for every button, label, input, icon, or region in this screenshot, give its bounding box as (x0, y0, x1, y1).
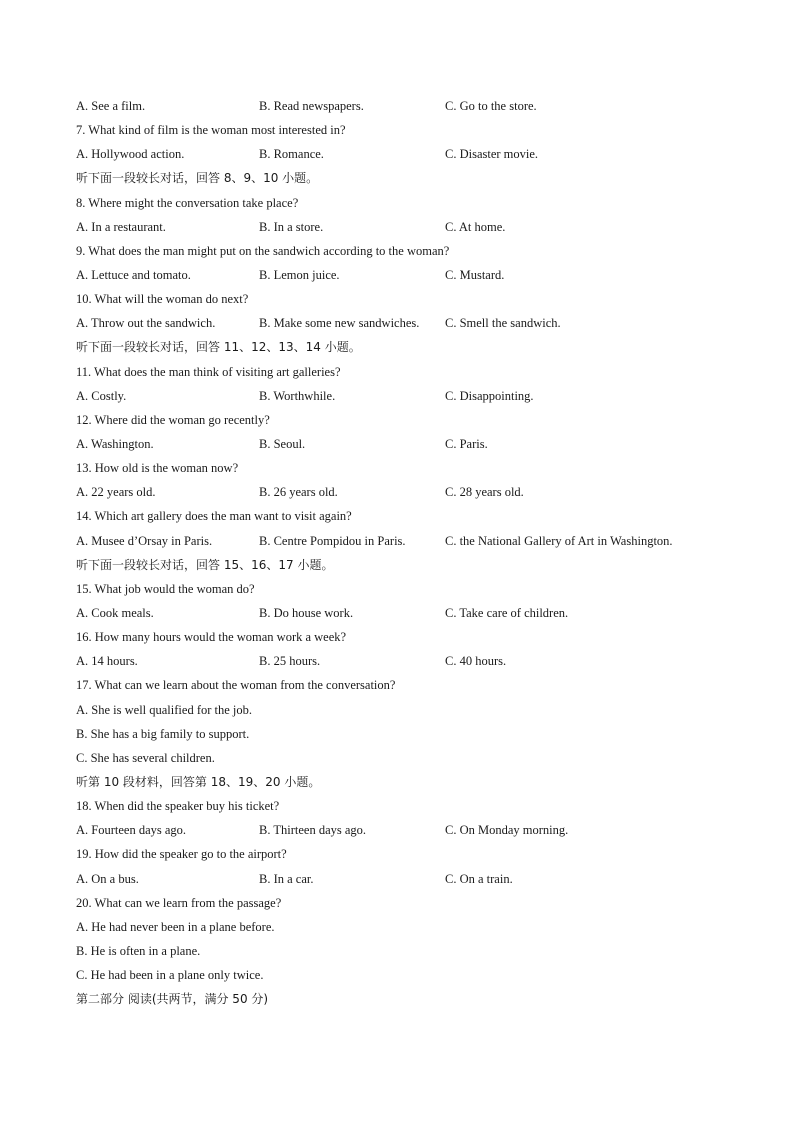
option-a: A. 14 hours. (76, 654, 138, 669)
question-line-text: 11. What does the man think of visiting art galleries? (76, 364, 341, 379)
option-c: C. Go to the store. (445, 99, 537, 113)
option-a: A. Hollywood action. (76, 147, 185, 162)
section-instruction-text: 第二部分 阅读(共两节，满分 50 分) (76, 992, 269, 1007)
option-b: B. Centre Pompidou in Paris. (259, 533, 406, 548)
question-text (76, 963, 756, 987)
question-line-text: C. She has several children. (76, 750, 215, 765)
question-text (76, 577, 756, 601)
exam-page-content (76, 94, 756, 1011)
option-a: A. In a restaurant. (76, 219, 166, 234)
question-line-text: 16. How many hours would the woman work a week? (76, 630, 347, 645)
answer-options-row (76, 480, 756, 504)
question-line-text: 18. When did the speaker buy his ticket? (76, 799, 280, 814)
option-b: B. Worthwhile. (259, 388, 336, 403)
question-text (76, 915, 756, 939)
question-line-text: A. She is well qualified for the job. (76, 702, 253, 717)
question-text (76, 625, 756, 649)
option-a: A. On a bus. (76, 871, 139, 886)
option-b: B. In a store. (259, 219, 324, 234)
question-line-text: 7. What kind of film is the woman most interested in? (76, 123, 346, 138)
option-b: B. Read newspapers. (259, 99, 364, 113)
answer-options-row (76, 432, 756, 456)
section-instruction-text: 听第 10 段材料，回答第 18、19、20 小题。 (76, 774, 321, 789)
question-line-text: 8. Where might the conversation take place? (76, 195, 299, 210)
question-line-text: 13. How old is the woman now? (76, 461, 239, 476)
option-b: B. Lemon juice. (259, 267, 340, 282)
answer-options-row (76, 142, 756, 166)
question-text (76, 698, 756, 722)
section-instruction (76, 335, 756, 359)
section-instruction-text: 听下面一段较长对话，回答 15、16、17 小题。 (76, 557, 334, 572)
question-line-text: 12. Where did the woman go recently? (76, 412, 270, 427)
question-text (76, 287, 756, 311)
section-instruction-text: 听下面一段较长对话，回答 11、12、13、14 小题。 (76, 340, 361, 355)
question-line-text: B. He is often in a plane. (76, 943, 201, 958)
option-c: C. 40 hours. (445, 654, 507, 669)
option-b: B. 26 years old. (259, 485, 338, 500)
section-instruction-text: 听下面一段较长对话，回答 8、9、10 小题。 (76, 171, 319, 186)
question-text (76, 891, 756, 915)
option-c: C. Paris. (445, 436, 488, 451)
option-a: A. 22 years old. (76, 485, 156, 500)
answer-options-row (76, 529, 756, 553)
option-c: C. the National Gallery of Art in Washington. (445, 533, 673, 548)
option-b: B. 25 hours. (259, 654, 321, 669)
section-instruction (76, 166, 756, 190)
question-line-text: C. He had been in a plane only twice. (76, 968, 264, 983)
question-text (76, 408, 756, 432)
option-b: B. In a car. (259, 871, 314, 886)
option-c: C. Disaster movie. (445, 147, 539, 162)
answer-options-row (76, 311, 756, 335)
option-a: A. Costly. (76, 388, 127, 403)
question-text (76, 746, 756, 770)
question-text (76, 673, 756, 697)
option-a: A. Cook meals. (76, 605, 154, 620)
option-b: B. Seoul. (259, 436, 306, 451)
question-text (76, 842, 756, 866)
section-instruction (76, 770, 756, 794)
question-line-text: B. She has a big family to support. (76, 726, 250, 741)
option-a: A. Lettuce and tomato. (76, 267, 191, 282)
question-line-text: 19. How did the speaker go to the airport? (76, 847, 287, 862)
question-line-text: A. He had never been in a plane before. (76, 919, 275, 934)
question-text (76, 191, 756, 215)
question-line-text: 15. What job would the woman do? (76, 581, 255, 596)
question-text (76, 722, 756, 746)
option-b: B. Romance. (259, 147, 324, 162)
option-b: B. Make some new sandwiches. (259, 316, 420, 331)
section-instruction (76, 553, 756, 577)
question-text (76, 456, 756, 480)
question-line-text: 10. What will the woman do next? (76, 292, 249, 307)
question-text (76, 939, 756, 963)
option-c: C. At home. (445, 219, 506, 234)
option-a: A. Fourteen days ago. (76, 823, 187, 838)
option-c: C. 28 years old. (445, 485, 524, 500)
answer-options-row (76, 601, 756, 625)
question-text (76, 504, 756, 528)
option-c: C. Mustard. (445, 267, 505, 282)
section-instruction (76, 987, 756, 1011)
question-text (76, 118, 756, 142)
option-a: A. See a film. (76, 99, 146, 113)
question-line-text: 14. Which art gallery does the man want to visit again? (76, 509, 352, 524)
option-a: A. Musee d’Orsay in Paris. (76, 533, 213, 548)
question-text (76, 360, 756, 384)
question-line-text: 17. What can we learn about the woman from the conversation? (76, 678, 396, 693)
question-line-text: 20. What can we learn from the passage? (76, 895, 282, 910)
option-a: A. Washington. (76, 436, 154, 451)
answer-options-row (76, 384, 756, 408)
answer-options-row (76, 94, 756, 118)
answer-options-row (76, 818, 756, 842)
question-text (76, 794, 756, 818)
answer-options-row (76, 215, 756, 239)
option-b: B. Do house work. (259, 605, 354, 620)
option-b: B. Thirteen days ago. (259, 823, 367, 838)
option-c: C. Take care of children. (445, 605, 569, 620)
answer-options-row (76, 263, 756, 287)
option-c: C. Disappointing. (445, 388, 534, 403)
answer-options-row (76, 867, 756, 891)
option-c: C. On a train. (445, 871, 513, 886)
option-a: A. Throw out the sandwich. (76, 316, 216, 331)
question-line-text: 9. What does the man might put on the sandwich according to the woman? (76, 243, 450, 258)
question-text (76, 239, 756, 263)
answer-options-row (76, 649, 756, 673)
option-c: C. On Monday morning. (445, 823, 569, 838)
option-c: C. Smell the sandwich. (445, 316, 561, 331)
